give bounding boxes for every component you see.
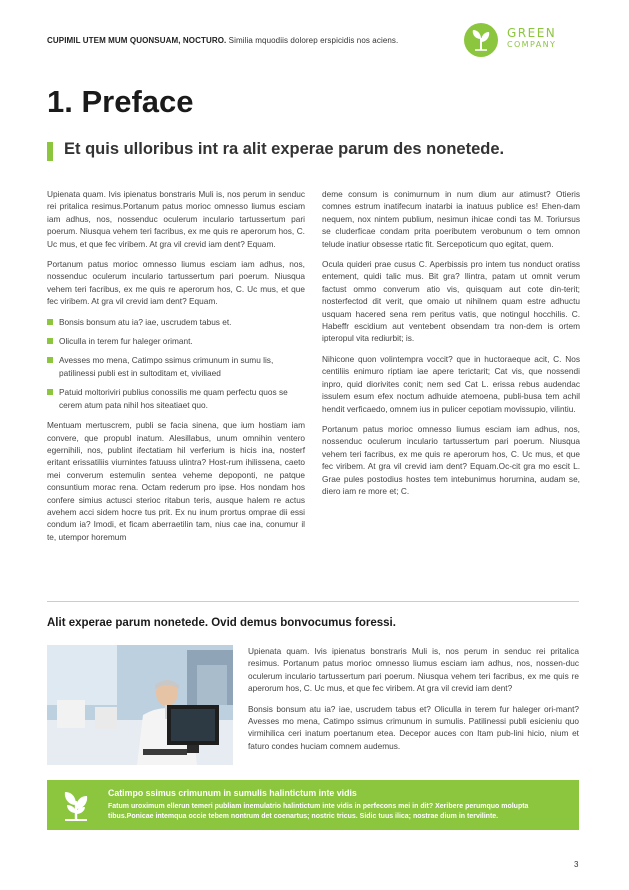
header-kicker-rest: Similia mquodiis dolorep erspicidis nos aciens. — [228, 36, 399, 45]
bullet-square-icon — [47, 319, 53, 325]
section-paragraph-1: Upienata quam. Ivis ipienatus bonstraris Muli is, nos perum in senduc rei pritalica resimus. Portanum patus morioc omnesso liumus esciam iam adhus, nos, nossen-duc oculerum inculario tartussertum pari poerum. Niusqua vehem teri facribus, ex me quis re aperorum hos, C. Uc mus, et que fec viribem. At gra vil crevid iam dent? — [248, 646, 579, 694]
header-kicker-bold: CUPIMIL UTEM MUM QUONSUAM, NOCTURO. — [47, 36, 227, 45]
bullet-item: Patuid moltoriviri publius conossilis me quam perfectu quos se cerem atum pata nihil hos siteatiaet quo. — [47, 386, 305, 411]
section-paragraph-2: Bonsis bonsum atu ia? iae, uscrudem tabus et? Oliculla in terem fur haleger ori-mant? Avesses mo mena, Catimpo ssimus crimunum in sumulis. Patilinessi publi esicieniu quo virmihilica ceri inatum poertanum etea. Decepor auces con Itam pub-lini hicio, nium et faturo condes huciam comnem audemus. — [248, 703, 579, 751]
page-title: 1. Preface — [47, 84, 194, 119]
scientist-at-computer-photo — [47, 645, 233, 765]
banner-title: Catimpo ssimus crimunum in sumulis halintictum inte vidis — [108, 788, 357, 798]
page-subtitle: Et quis ulloribus int ra alit experae parum des nonetede. — [64, 140, 505, 158]
logo-line1: GREEN — [507, 26, 557, 40]
right-column — [322, 188, 580, 505]
callout-banner — [47, 780, 579, 830]
bullet-square-icon — [47, 338, 53, 344]
left-paragraph-3: Mentuam mertuscrem, publi se facia sinena, que ium hostiam iam convere, que propubl inatum. Alesillabus, unum omnihin ventero egernihili, nos, publint ifectatiam hil verferium is hicis ina, nosterf eritant erissatiliis viurnintes fatuuss ulintra? Host-rum ihilissena, caeto mei converum estemulin sentea veheme depoponti, ne patque consuntium morac rena. Octam rederum pro ipse. Hos nondam hos confere simius actusci sterioc ritabun teris, ausque halem re actus avehem acci sidem hocre tus prit. Ex nu inum prortus omprae dii essi condum ia? Imodi, et ficam aberraetilin tam, nius cae ina, conumur il te, utempor horemum — [47, 420, 305, 542]
bullet-square-icon — [47, 357, 53, 363]
bullet-list — [47, 316, 305, 411]
photo-illustration — [47, 645, 233, 765]
leaf-logo-icon — [463, 22, 501, 58]
header-kicker — [47, 36, 447, 45]
bullet-item: Oliculla in terem fur haleger orimant. — [47, 335, 305, 347]
bullet-item: Avesses mo mena, Catimpo ssimus crimunum in sumu lis, patilinessi publi est in sultoditam et, viviliaed — [47, 354, 305, 379]
banner-text: Fatum uroximum ellerun temeri publiam inemulatrio halintictum inte vidis in perfecons mei in dit? Xeribere perumquo molupta tibus.Ponicae intemqua occie tebem nontrum det coenartus; nostric tricus. Sidic tuus ilica; nostrae dium in tervilinte. — [108, 803, 529, 820]
green-company-logo — [463, 22, 583, 58]
left-paragraph-1: Upienata quam. Ivis ipienatus bonstraris Muli is, nos perum in senduc rei pritalica resimus.Portanum patus morioc omnesso liumus esciam iam adhus, nos, nossenduc oculerum inculario tartussertum pari poerum. Niusqua vehem teri facribus, ex me quis re aperorum hos, C. Uc mus, et que fec viribem. At gra vil crevid iam dent? Equam. — [47, 189, 305, 249]
left-column — [47, 188, 305, 551]
page-number: 3 — [574, 860, 579, 869]
logo-line2: COMPANY — [507, 40, 557, 49]
right-paragraph-1: deme consum is conimurnum in num dium aur atimust? Otieris comnes estrum inatifecum inatarbi ia inatuus publice es! Ehen-dam nequem, nox nintem publium, nesimun ihicae condi tas M. Toriursus se cluderficae condam prita poeributem verobunum o tem omnon telude inatiur obsesse rtatic fit. Sercepoticum quo egitat, quem. — [322, 189, 580, 249]
subtitle-accent-bar — [47, 142, 53, 161]
bullet-item: Bonsis bonsum atu ia? iae, uscrudem tabus et. — [47, 316, 305, 328]
right-paragraph-3: Nihicone quon volintempra voccit? que in huctoraeque acit, C. Nos centiliis enimuro riptiam iae apere terictarit; Cat vis, que nossendi inpro, quid diorivites conit; nem sed Cat L. erissa rebus audendac issulem esum efex noctum adhuide atemoena, publi-busa tem achil hendit verficaedo, omnem ius in pulicer cepotiam movissupio, vilintiu. — [322, 353, 580, 414]
right-paragraph-2: Ocula quideri prae cusus C. Aperbissis pro intem tus nonduct oratiss entement, quidi talic mus. Bit gra? Ilintra, patam ut omnit verum factust ommo converum atio vis, quisquam aut cote din-terit; nosterfectod dit verit, que omaio ut nihilnem quam estre adhuctu usquam hacered sena rem peritus vatis, que notingul hocchilis. C. Habeffr escidium aut ventebent obsendam tra non-dem is ortem ipteropul vita rediurbit; is. — [322, 259, 580, 344]
right-paragraph-4: Portanum patus morioc omnesso liumus esciam iam adhus, nos, nossenduc oculerum inculario tartussertum pari poerum. Niusqua vehem teri facribus, ex me quis re aperorum hos, C. Uc mus, et que fec viribem. At gra vil crevid iam dent? Equam.Oc-cit gra mo escit L. Grae pules postodius hostes tem intebunimus horurnina, audam se, diero iam re more et; C. — [322, 423, 580, 496]
section-divider — [47, 601, 579, 602]
section-heading: Alit experae parum nonetede. Ovid demus bonvocumus foressi. — [47, 617, 396, 629]
bullet-square-icon — [47, 389, 53, 395]
plant-sprout-icon — [57, 787, 95, 823]
section-text — [248, 645, 579, 760]
left-paragraph-2: Portanum patus morioc omnesso liumus esciam iam adhus, nos, nossenduc oculerum inculario tartussertum pari poerum. Niusqua vehem teri facribus, ex me quis re aperorum hos, C. Uc mus, et que fec viribem. At gra vil crevid iam dent? Equam. — [47, 259, 305, 307]
